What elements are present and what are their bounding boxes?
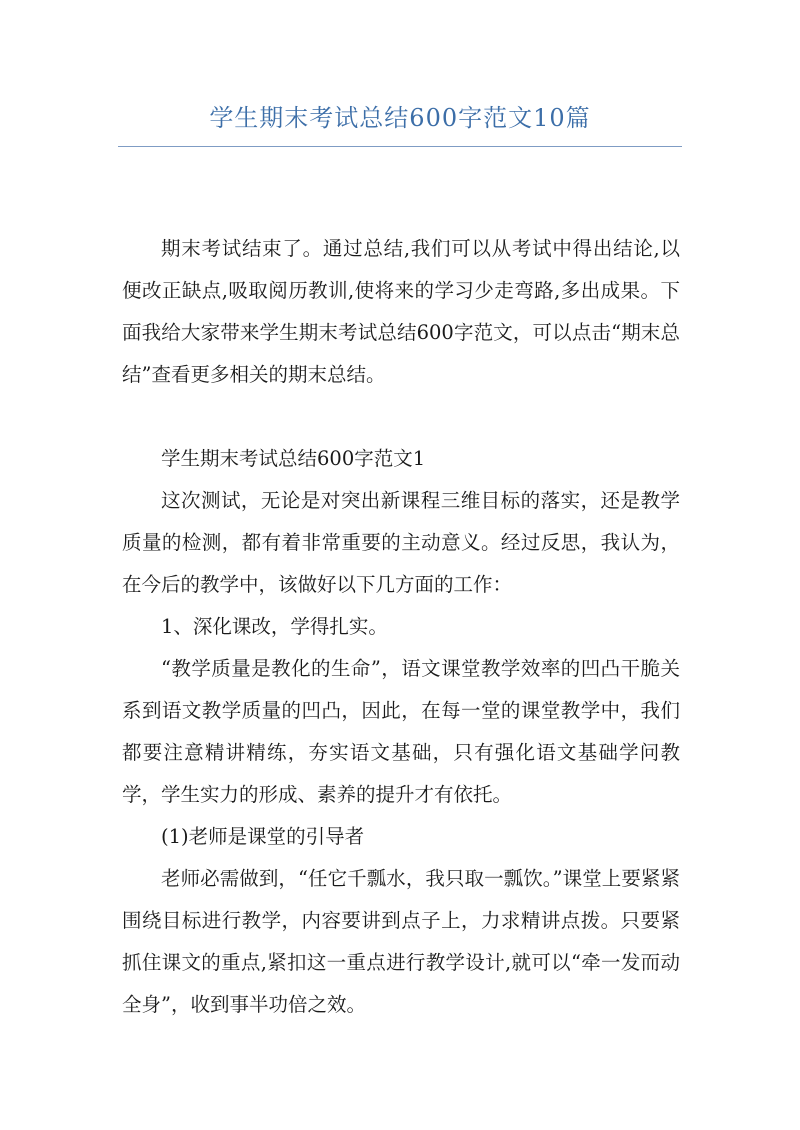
sub-point: (1)老师是课堂的引导者 xyxy=(161,825,365,848)
title-divider xyxy=(118,146,682,147)
document-body xyxy=(122,228,680,1026)
section-spacer xyxy=(122,396,680,438)
section-heading: 学生期末考试总结600字范文1 xyxy=(161,447,426,470)
numbered-point: 1、深化课改，学得扎实。 xyxy=(161,615,388,638)
body-paragraph: 这次测试，无论是对突出新课程三维目标的落实，还是教学质量的检测，都有着非常重要的主动意义。经过反思，我认为，在今后的教学中，该做好以下几方面的工作： xyxy=(122,489,680,596)
document-title: 学生期末考试总结600字范文10篇 xyxy=(209,104,591,132)
intro-paragraph: 期末考试结束了。通过总结,我们可以从考试中得出结论,以便改正缺点,吸取阅历教训,使将来的学习少走弯路,多出成果。下面我给大家带来学生期末考试总结600字范文，可以点击“期末总结”查看更多相关的期末总结。 xyxy=(122,237,680,386)
body-paragraph: 老师必需做到，“任它千瓢水，我只取一瓢饮。”课堂上要紧紧围绕目标进行教学，内容要讲到点子上，力求精讲点拨。只要紧抓住课文的重点,紧扣这一重点进行教学设计,就可以“牵一发而动全身”，收到事半功倍之效。 xyxy=(122,867,680,1016)
body-paragraph: “教学质量是教化的生命”，语文课堂教学效率的凹凸干脆关系到语文教学质量的凹凸，因此，在每一堂的课堂教学中，我们都要注意精讲精练，夯实语文基础，只有强化语文基础学问教学，学生实力的形成、素养的提升才有依托。 xyxy=(122,657,680,806)
